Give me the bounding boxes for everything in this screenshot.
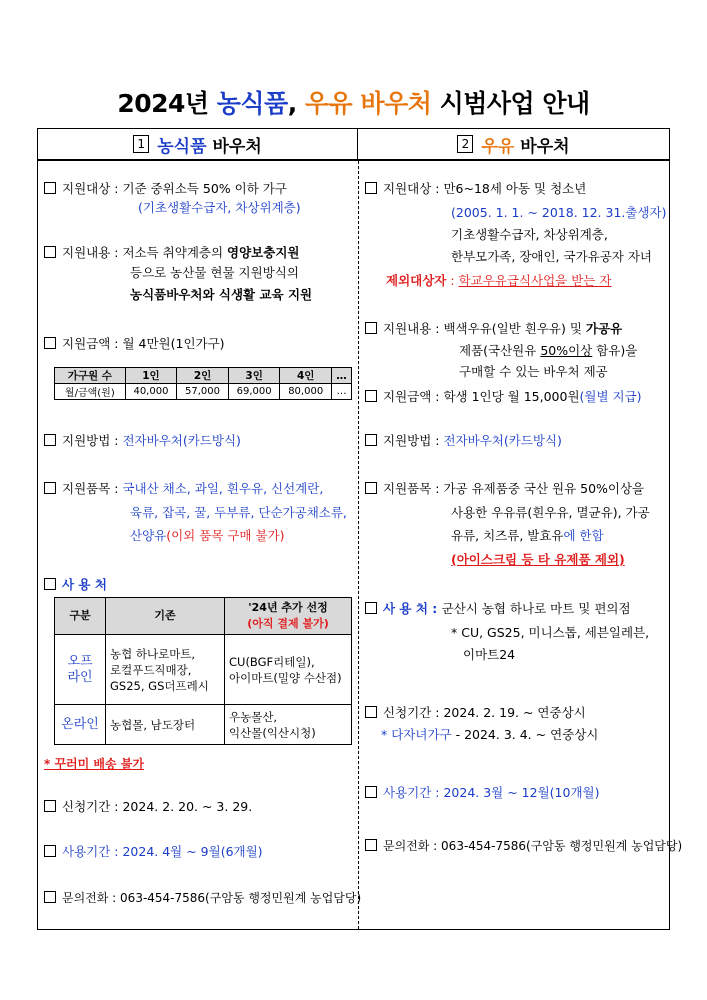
usage-table: 구분 기존 '24년 추가 선정 (아직 결제 불가) 오프 라인 농협 하나로마트, 로컬푸드직매장, GS25, GS더프레시 CU(BGF리테일), 아이마트(밀양 수산점) 온라인 농협몰, 남도장터 우농몰산, 익산몰(익산시청) [54, 597, 352, 745]
checkbox-icon [365, 322, 377, 334]
left-amount: 지원금액 : 월 4만원(1인가구) [44, 334, 225, 353]
checkbox-icon [365, 602, 377, 614]
amount-table: 가구원 수 1인 2인 3인 4인 … 월/금액(원) 40,000 57,000 69,000 80,000 … [54, 367, 352, 400]
left-items: 지원품목 : 국내산 채소, 과일, 흰우유, 신선계란, [44, 479, 323, 498]
number-box: 1 [133, 135, 149, 153]
left-contact: 문의전화 : 063-454-7586(구암동 행정민원계 농업담당) [44, 889, 361, 908]
checkbox-icon [44, 891, 56, 903]
checkbox-icon [365, 182, 377, 194]
right-apply-period: 신청기간 : 2024. 2. 19. ~ 연중상시 [365, 703, 586, 722]
checkbox-icon [365, 434, 377, 446]
left-header: 1 농식품 바우처 [38, 129, 358, 161]
right-items: 지원품목 : 가공 유제품중 국산 원유 50%이상을 [365, 479, 644, 498]
no-package-note: * 꾸러미 배송 불가 [44, 757, 144, 771]
checkbox-icon [44, 182, 56, 194]
left-apply-period: 신청기간 : 2024. 2. 20. ~ 3. 29. [44, 797, 252, 816]
checkbox-icon [44, 337, 56, 349]
page-title: 2024년 농식품, 우유 바우처 시범사업 안내 [117, 89, 590, 118]
checkbox-icon [44, 482, 56, 494]
right-use-period: 사용기간 : 2024. 3월 ~ 12월(10개월) [365, 783, 599, 802]
left-target: 지원대상 : 기준 중위소득 50% 이하 가구 [44, 179, 287, 198]
right-contact: 문의전화 : 063-454-7586(구암동 행정민원계 농업담당) [365, 837, 682, 856]
checkbox-icon [44, 246, 56, 258]
left-method: 지원방법 : 전자바우처(카드방식) [44, 431, 241, 450]
checkbox-icon [365, 839, 377, 851]
right-method: 지원방법 : 전자바우처(카드방식) [365, 431, 562, 450]
left-content: 지원내용 : 저소득 취약계층의 영양보충지원 [44, 243, 299, 262]
right-target: 지원대상 : 만6~18세 아동 및 청소년 [365, 179, 586, 198]
right-usage: 사 용 처 : 군산시 농협 하나로 마트 및 편의점 [365, 599, 631, 618]
exclusion: 제외대상자 : 학교우유급식사업을 받는 자 [386, 273, 612, 288]
checkbox-icon [44, 845, 56, 857]
checkbox-icon [365, 706, 377, 718]
right-amount: 지원금액 : 학생 1인당 월 15,000원(월별 지급) [365, 387, 642, 406]
left-usage: 사 용 처 [44, 575, 107, 594]
number-box: 2 [457, 135, 473, 153]
right-content: 지원내용 : 백색우유(일반 흰우유) 및 가공유 [365, 319, 622, 338]
checkbox-icon [365, 786, 377, 798]
checkbox-icon [44, 578, 56, 590]
left-use-period: 사용기간 : 2024. 4월 ~ 9월(6개월) [44, 842, 263, 861]
info-frame: 1 농식품 바우처 2 우유 바우처 지원대상 : 기준 중위소득 50% 이하 가구 (기초생활수급자, 차상위계층) 지원내용 : 저소득 취약계층의 영양보충지원 등으로 농산물 현물 지원방식의 농식품바우처와 식생활 교육 지원 지원금액 : 월 4만원(1인가구) 가구원 수 1인 2인 3인 4인 … 월/금액(원) 40,000 57,000 69,000 80,000 … 지원방법 : 전자바우처(카드방식) 지원품목 : 국내산 채소, 과일, 흰우유, 신선계란, 육류, 잡곡, 꿀, 두부류, 단순가공채소류, 산양유(이외 품목 구매 불가) 사 용 처 구분 기존 '24년 추가 선정 (아직 결제 불가) 오프 라인 농협 하나로마트, 로컬푸드직매장, GS25, GS더프레시 CU(BGF리테일), 아이마트(밀양 수산점) 온라인 농협몰, 남도장터 우농몰산, 익산몰(익산시청) * 꾸러미 배송 불가 신청기간 : 2024. 2. 20. ~ 3. 29. 사용기간 : 2024. 4월 ~ 9월(6개월) 문의전화 : 063-454-7586(구암동 행정민원계 농업담당) 지원대상 : 만6~18세 아동 및 청소년 (2005. 1. 1. ~ 2018. 12. 31.출생자) 기초생활수급자, 차상위계층, 한부모가족, 장애인, 국가유공자 자녀 제외대상자 : 학교우유급식사업을 받는 자 지원내용 : 백색우유(일반 흰우유) 및 가공유 제품(국산원유 50%이상 함유)을 구매할 수 있는 바우처 제공 지원금액 : 학생 1인당 월 15,000원(월별 지급) 지원방법 : 전자바우처(카드방식) 지원품목 : 가공 유제품중 국산 원유 50%이상을 사용한 우유류(흰우유, 멸균유), 가공 유류, 치즈류, 발효유에 한함 (아이스크림 등 타 유제품 제외) 사 용 처 : 군산시 농협 하나로 마트 및 편의점 * CU, GS25, 미니스톱, 세븐일레븐, 이마트24 신청기간 : 2024. 2. 19. ~ 연중상시 * 다자녀가구 - 2024. 3. 4. ~ 연중상시 사용기간 : 2024. 3월 ~ 12월(10개월) 문의전화 : 063-454-7586(구암동 행정민원계 농업담당) [37, 128, 670, 930]
right-header: 2 우유 바우처 [358, 129, 669, 161]
checkbox-icon [365, 482, 377, 494]
checkbox-icon [44, 434, 56, 446]
checkbox-icon [44, 800, 56, 812]
checkbox-icon [365, 390, 377, 402]
column-divider [358, 161, 359, 929]
